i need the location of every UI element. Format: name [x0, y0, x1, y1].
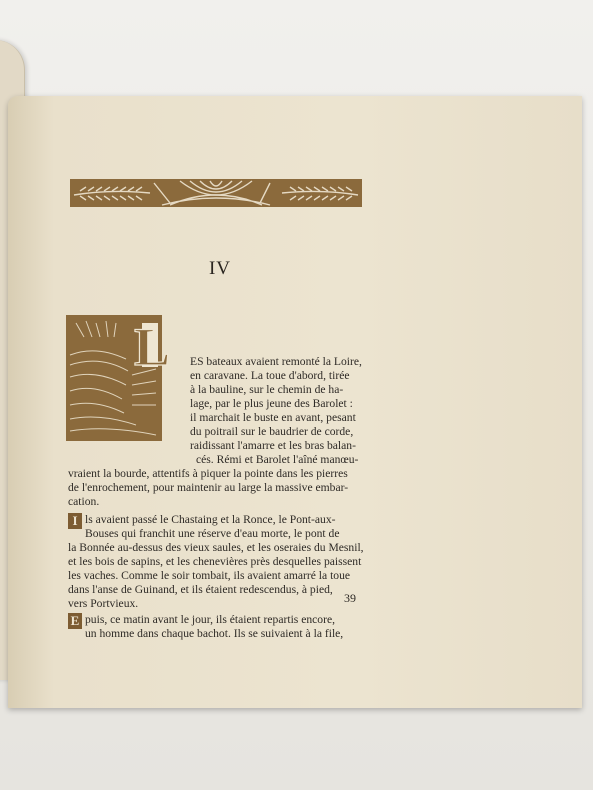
text-line: et les bois de sapins, et les chenevières près desquelles paissent: [68, 555, 362, 568]
text-line: puis, ce matin avant le jour, ils étaient repartis encore,: [85, 613, 335, 626]
text-line: il marchait le buste en avant, pesant: [190, 411, 356, 424]
chapter-number: IV: [208, 258, 232, 279]
initial-letter: E: [70, 613, 80, 628]
text-line: les vaches. Comme le soir tombait, ils avaient amarré la toue: [68, 569, 351, 582]
wheat-ornament-icon: [70, 179, 362, 207]
text-line: raidissant l'amarre et les bras balan-: [190, 439, 356, 452]
initial-letter-box: [68, 513, 82, 529]
text-line: Bouses qui franchit une réserve d'eau morte, le pont de: [85, 527, 340, 540]
page-number: 39: [344, 591, 356, 605]
woodcut-illustration: [66, 315, 171, 441]
text-line: cés. Rémi et Barolet l'aîné manœu-: [196, 453, 359, 466]
text-line: à la bauline, sur le chemin de ha-: [190, 383, 344, 396]
text-line: vraient la bourde, attentifs à piquer la pointe dans les pierres: [68, 467, 348, 480]
text-line: ES bateaux avaient remonté la Loire,: [190, 355, 362, 368]
text-line: de l'enrochement, pour maintenir au large la massive embar-: [68, 481, 349, 494]
drop-cap-woodcut: [66, 315, 171, 441]
text-line: ls avaient passé le Chastaing et la Ronce, le Pont-aux-: [85, 513, 336, 526]
text-line: un homme dans chaque bachot. Ils se suivaient à la file,: [85, 627, 344, 640]
text-line: en caravane. La toue d'abord, tirée: [190, 369, 350, 382]
text-line: la Bonnée au-dessus des vieux saules, et les oseraies du Mesnil,: [68, 541, 364, 554]
text-line: du poitrail sur le baudrier de corde,: [190, 425, 354, 438]
initial-letter: I: [72, 513, 78, 528]
text-line: cation.: [68, 495, 100, 508]
text-line: dans l'anse de Guinand, et ils étaient redescendus, à pied,: [68, 583, 333, 596]
text-line: vers Portvieux.: [68, 597, 139, 610]
text-line: lage, par le plus jeune des Barolet :: [190, 397, 353, 410]
initial-letter-box: [68, 613, 82, 629]
ornamental-banner: [70, 179, 362, 207]
drop-cap-letter: L: [134, 317, 171, 377]
